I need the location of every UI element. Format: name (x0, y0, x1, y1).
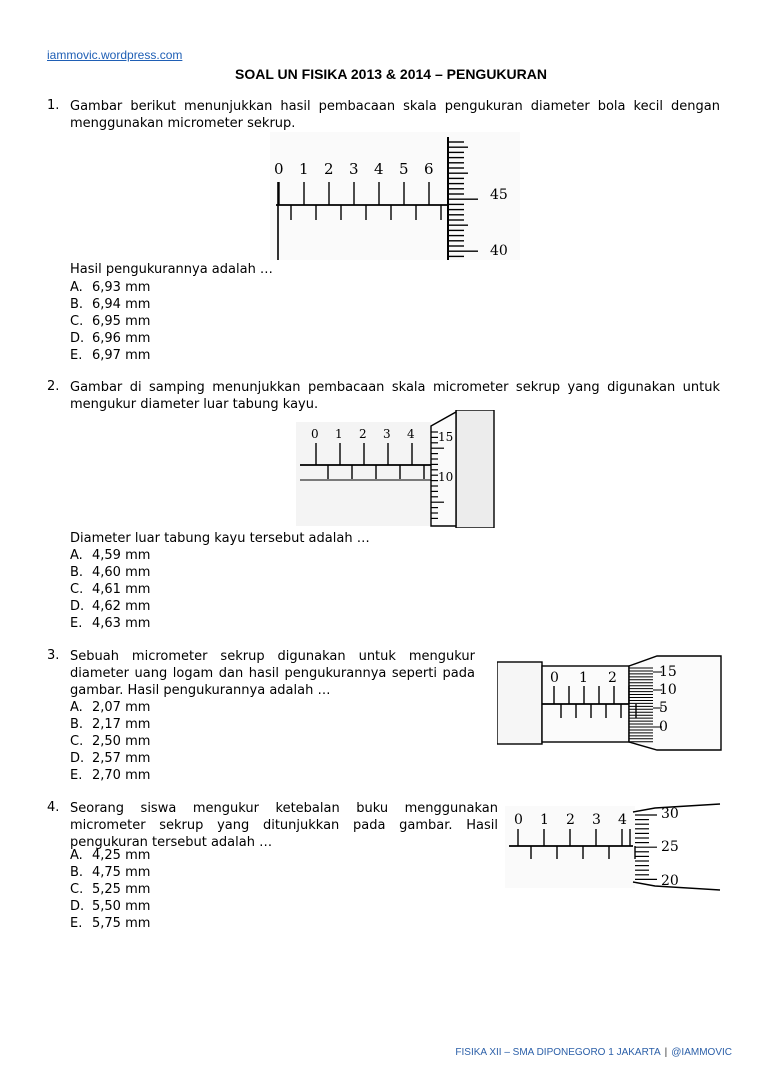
frame-body (497, 662, 542, 744)
option-letter: B. (70, 865, 84, 880)
main-scale-label: 1 (299, 160, 309, 178)
option-value: 4,61 mm (92, 582, 151, 597)
main-scale-label: 3 (349, 160, 359, 178)
option-letter: C. (70, 582, 84, 597)
thimble-label: 10 (438, 470, 454, 484)
option-value: 4,25 mm (92, 848, 151, 863)
question-text: Sebuah micrometer sekrup digunakan untuk mengukur diameter uang logam dan hasil pengukurannya seperti pada gambar. Hasil pengukurannya adalah … (70, 649, 475, 698)
option-letter: E. (70, 916, 83, 931)
option-value: 4,63 mm (92, 616, 151, 631)
footer (455, 1047, 732, 1058)
option-d[interactable] (70, 898, 150, 915)
thimble-label: 40 (490, 243, 508, 259)
option-d[interactable] (70, 750, 150, 767)
option-c[interactable] (70, 733, 150, 750)
page-title: SOAL UN FISIKA 2013 & 2014 – PENGUKURAN (235, 66, 547, 82)
option-value: 6,94 mm (92, 297, 151, 312)
option-value: 5,75 mm (92, 916, 151, 931)
micrometer-figure-1 (270, 132, 520, 260)
main-scale-label: 1 (335, 427, 343, 441)
option-c[interactable] (70, 881, 150, 898)
main-scale-label: 5 (399, 160, 409, 178)
main-scale-label: 2 (324, 160, 334, 178)
main-scale-label: 2 (608, 670, 617, 686)
option-letter: D. (70, 899, 85, 914)
option-value: 4,60 mm (92, 565, 151, 580)
question-text: Gambar berikut menunjukkan hasil pembacaan skala pengukuran diameter bola kecil dengan menggunakan micrometer sekrup. (70, 99, 720, 131)
option-a[interactable] (70, 847, 150, 864)
option-letter: C. (70, 314, 84, 329)
option-letter: A. (70, 700, 83, 715)
option-a[interactable] (70, 547, 150, 564)
option-letter: E. (70, 616, 83, 631)
option-letter: D. (70, 751, 85, 766)
option-value: 5,25 mm (92, 882, 151, 897)
option-letter: A. (70, 280, 83, 295)
thimble-label: 15 (438, 430, 454, 444)
option-value: 6,97 mm (92, 348, 151, 363)
option-e[interactable] (70, 615, 150, 632)
question-number: 2. (47, 379, 60, 394)
main-scale-label: 4 (407, 427, 415, 441)
main-scale-label: 4 (374, 160, 384, 178)
figure-background (270, 132, 520, 260)
main-scale-label: 4 (618, 812, 627, 828)
option-letter: D. (70, 599, 85, 614)
main-scale-label: 0 (514, 812, 523, 828)
option-d[interactable] (70, 330, 150, 347)
option-value: 4,59 mm (92, 548, 151, 563)
option-value: 2,70 mm (92, 768, 151, 783)
site-link[interactable]: iammovic.wordpress.com (47, 48, 183, 62)
option-value: 5,50 mm (92, 899, 151, 914)
option-value: 2,57 mm (92, 751, 151, 766)
footer-separator: | (664, 1047, 668, 1058)
option-value: 2,07 mm (92, 700, 151, 715)
option-letter: B. (70, 717, 84, 732)
option-value: 4,62 mm (92, 599, 151, 614)
main-scale-label: 6 (424, 160, 434, 178)
main-scale-label: 3 (592, 812, 601, 828)
main-scale-label: 1 (579, 670, 588, 686)
option-e[interactable] (70, 347, 150, 364)
main-scale-label: 0 (311, 427, 319, 441)
option-value: 2,17 mm (92, 717, 151, 732)
option-letter: B. (70, 297, 84, 312)
micrometer-figure-2 (296, 410, 496, 528)
option-value: 6,96 mm (92, 331, 151, 346)
option-letter: A. (70, 548, 83, 563)
option-c[interactable] (70, 313, 150, 330)
micrometer-figure-3 (497, 652, 722, 752)
main-scale-label: 2 (359, 427, 367, 441)
question-number: 4. (47, 800, 60, 815)
option-c[interactable] (70, 581, 150, 598)
main-scale-label: 0 (550, 670, 559, 686)
thimble-body (456, 410, 494, 528)
option-letter: C. (70, 882, 84, 897)
option-b[interactable] (70, 864, 150, 881)
option-b[interactable] (70, 296, 150, 313)
option-e[interactable] (70, 767, 150, 784)
option-value: 6,93 mm (92, 280, 151, 295)
question-text: Gambar di samping menunjukkan pembacaan skala micrometer sekrup yang digunakan untuk mengukur diameter luar tabung kayu. (70, 380, 720, 412)
option-value: 2,50 mm (92, 734, 151, 749)
main-scale-label: 0 (274, 160, 284, 178)
thimble-label: 20 (661, 873, 679, 889)
main-scale-label: 3 (383, 427, 391, 441)
thimble-label: 15 (659, 664, 677, 680)
thimble-label: 30 (661, 806, 679, 822)
option-letter: D. (70, 331, 85, 346)
option-e[interactable] (70, 915, 150, 932)
thimble-label: 25 (661, 839, 679, 855)
footer-handle: @IAMMOVIC (671, 1047, 732, 1058)
option-b[interactable] (70, 716, 150, 733)
footer-course: FISIKA XII – SMA DIPONEGORO 1 JAKARTA (455, 1047, 661, 1058)
question-number: 1. (47, 98, 60, 113)
option-letter: C. (70, 734, 84, 749)
option-d[interactable] (70, 598, 150, 615)
option-letter: E. (70, 348, 83, 363)
question-number: 3. (47, 648, 60, 663)
thimble-label: 5 (659, 700, 668, 716)
option-b[interactable] (70, 564, 150, 581)
option-letter: A. (70, 848, 83, 863)
thimble-label: 10 (659, 682, 677, 698)
option-a[interactable] (70, 279, 150, 296)
answer-lead: Diameter luar tabung kayu tersebut adalah … (70, 531, 370, 546)
option-letter: B. (70, 565, 84, 580)
answer-lead: Hasil pengukurannya adalah … (70, 262, 273, 277)
option-value: 4,75 mm (92, 865, 151, 880)
main-scale-label: 1 (540, 812, 549, 828)
thimble-label: 45 (490, 187, 508, 203)
option-letter: E. (70, 768, 83, 783)
micrometer-figure-4 (505, 800, 723, 894)
option-value: 6,95 mm (92, 314, 151, 329)
question-text: Seorang siswa mengukur ketebalan buku menggunakan micrometer sekrup yang ditunjukkan pada gambar. Hasil pengukuran tersebut adalah … (70, 801, 498, 850)
main-scale-label: 2 (566, 812, 575, 828)
thimble-label: 0 (659, 719, 668, 735)
option-a[interactable] (70, 699, 150, 716)
